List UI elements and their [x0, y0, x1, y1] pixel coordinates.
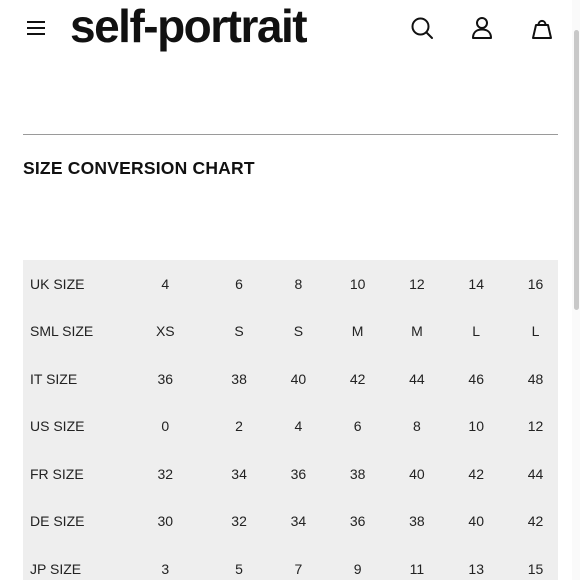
- table-cell: M: [351, 323, 364, 340]
- table-cell: 12: [527, 418, 544, 435]
- table-cell: 34: [231, 465, 247, 482]
- table-cell: 13: [468, 560, 484, 577]
- table-cell: 38: [409, 513, 425, 530]
- row-label: DE SIZE: [30, 513, 85, 530]
- table-cell: 5: [235, 560, 243, 577]
- logo[interactable]: self-portrait: [70, 0, 307, 52]
- table-cell: 44: [409, 370, 425, 387]
- table-row: [23, 545, 558, 580]
- row-label: SML SIZE: [30, 323, 94, 340]
- scrollbar[interactable]: [572, 0, 580, 580]
- table-cell: 36: [349, 513, 366, 530]
- table-cell: S: [293, 323, 304, 340]
- table-cell: L: [472, 323, 481, 340]
- search-icon[interactable]: [408, 14, 436, 42]
- table-cell: 8: [294, 275, 303, 292]
- table-cell: 42: [527, 513, 544, 530]
- table-cell: 48: [527, 370, 544, 387]
- table-cell: 3: [161, 560, 170, 577]
- table-cell: L: [531, 323, 540, 340]
- row-label: FR SIZE: [30, 465, 84, 482]
- table-cell: 14: [468, 275, 484, 292]
- user-icon[interactable]: [468, 14, 496, 42]
- table-cell: 11: [409, 560, 425, 577]
- table-cell: 32: [157, 465, 174, 482]
- table-cell: 34: [290, 513, 307, 530]
- page-title: SIZE CONVERSION CHART: [23, 158, 255, 178]
- table-cell: 10: [468, 418, 484, 435]
- table-cell: 38: [349, 465, 366, 482]
- table-cell: 2: [235, 418, 243, 435]
- table-cell: 40: [409, 465, 425, 482]
- menu-bar: [27, 21, 45, 23]
- table-cell: 42: [349, 370, 366, 387]
- table-row: [23, 260, 558, 308]
- divider: [23, 134, 558, 135]
- table-cell: 4: [294, 418, 303, 435]
- table-cell: 46: [468, 370, 484, 387]
- row-label: IT SIZE: [30, 370, 78, 387]
- table-row: [23, 450, 558, 498]
- scrollbar-thumb[interactable]: [574, 30, 579, 310]
- menu-icon[interactable]: [27, 19, 47, 37]
- table-cell: 6: [353, 418, 362, 435]
- table-cell: 12: [409, 275, 425, 292]
- table-cell: 42: [468, 465, 484, 482]
- table-row: [23, 498, 558, 546]
- table-cell: 8: [413, 418, 421, 435]
- table-cell: 16: [527, 275, 544, 292]
- table-cell: 30: [157, 513, 174, 530]
- row-label: UK SIZE: [30, 275, 85, 292]
- table-cell: 38: [231, 370, 247, 387]
- table-cell: 7: [294, 560, 303, 577]
- table-row: [23, 403, 558, 451]
- table-cell: 9: [353, 560, 362, 577]
- table-cell: 4: [161, 275, 170, 292]
- table-cell: M: [411, 323, 423, 340]
- row-label: US SIZE: [30, 418, 85, 435]
- size-conversion-table: [23, 260, 558, 580]
- table-cell: 10: [349, 275, 366, 292]
- table-cell: 36: [157, 370, 174, 387]
- table-row: [23, 355, 558, 403]
- table-cell: 40: [468, 513, 484, 530]
- row-label: JP SIZE: [30, 560, 82, 577]
- table-cell: 15: [527, 560, 544, 577]
- table-cell: XS: [155, 323, 175, 340]
- table-cell: 40: [290, 370, 307, 387]
- table-cell: 36: [290, 465, 307, 482]
- shopping-bag-icon[interactable]: [528, 14, 556, 42]
- table-cell: S: [234, 323, 244, 340]
- table-cell: 32: [231, 513, 247, 530]
- site-header: [0, 0, 580, 60]
- table-cell: 6: [235, 275, 243, 292]
- table-cell: 0: [161, 418, 170, 435]
- menu-bar: [27, 27, 45, 29]
- table-row: [23, 308, 558, 356]
- table-cell: 44: [527, 465, 544, 482]
- menu-bar: [27, 33, 45, 35]
